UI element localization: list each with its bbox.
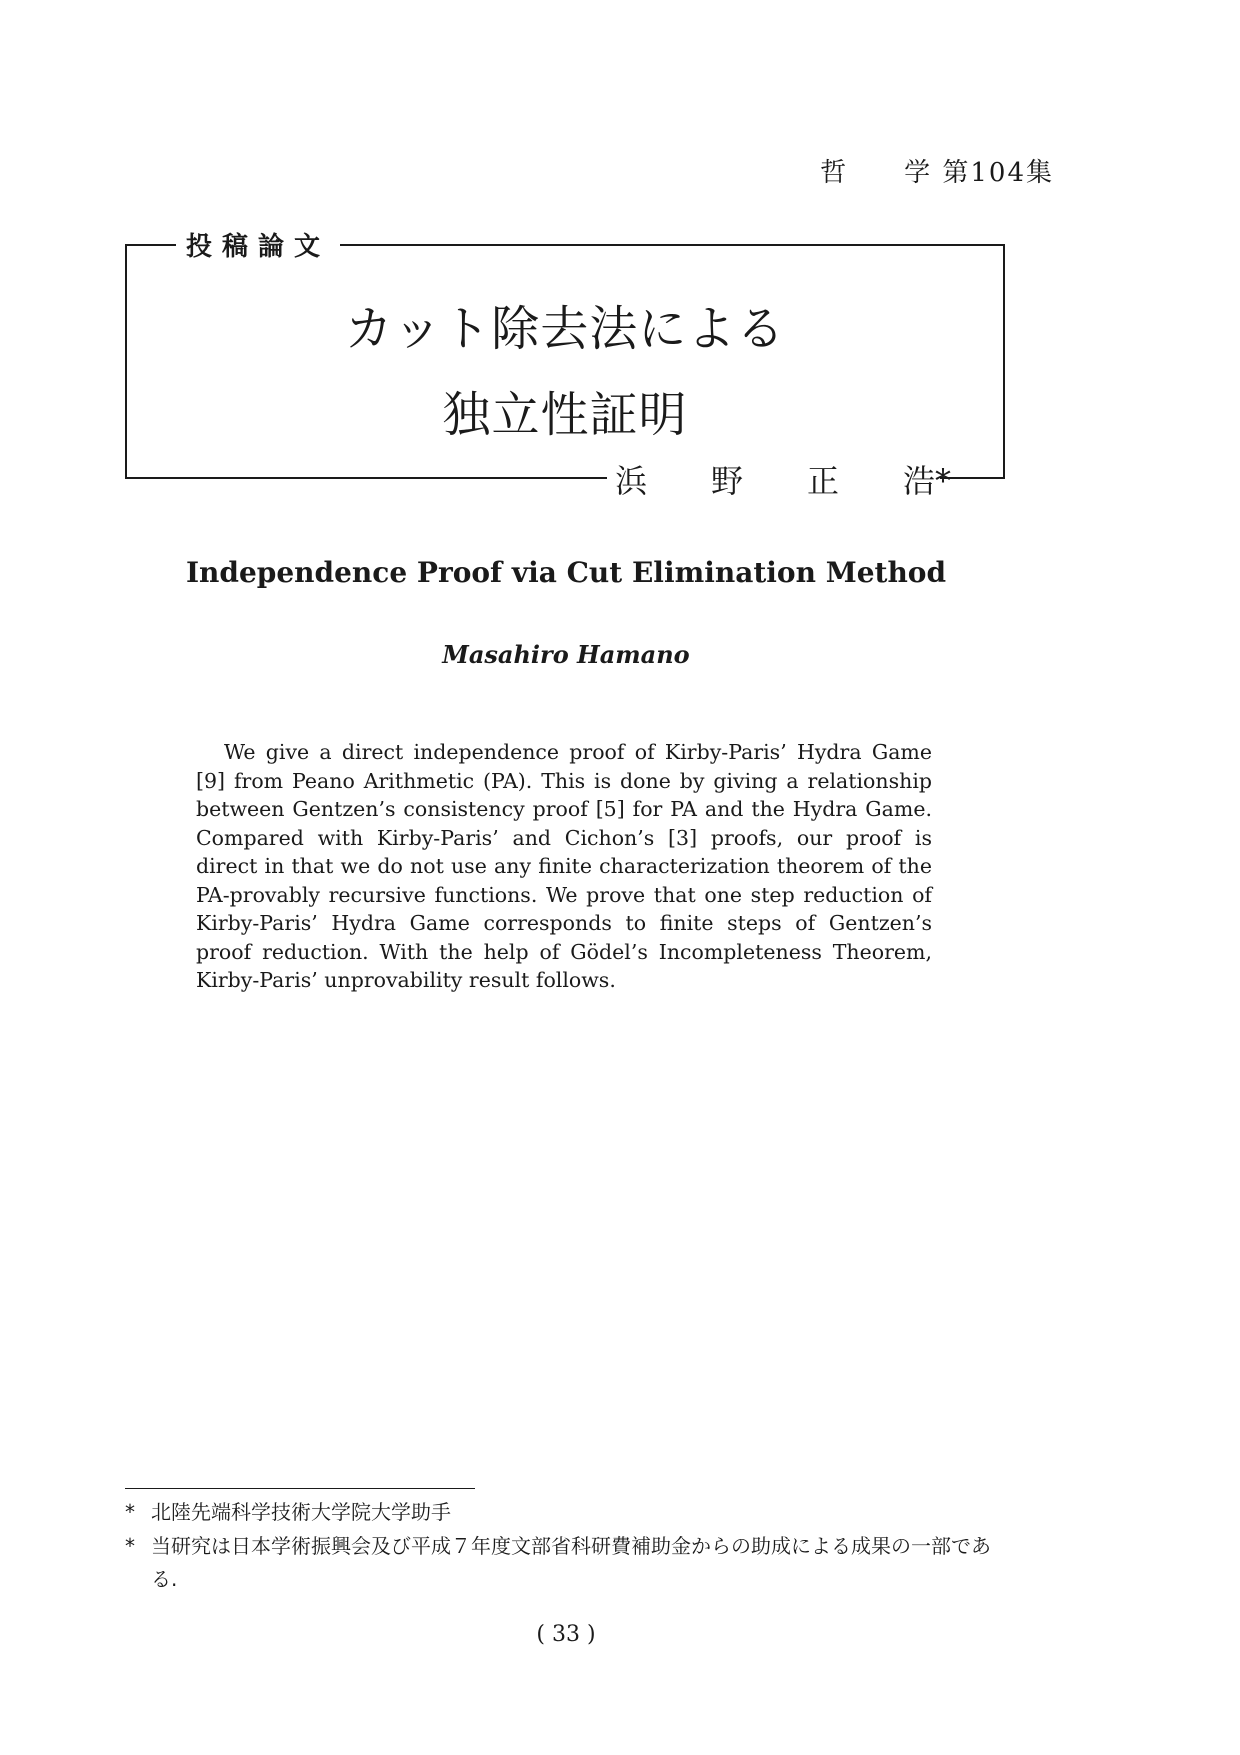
abstract: We give a direct independence proof of Kirby-Paris’ Hydra Game [9] from Peano Arithmetic (PA). This is done by giving a relationship between Gentzen’s consistency proof [5] for PA and the Hydra Game. Compared with Kirby-Paris’ and Cichon’s [3] proofs, our proof is direct in that we do not use any finite characterization theorem of the PA-provably recursive functions. We prove that one step reduction of Kirby-Paris’ Hydra Game corresponds to finite steps of Gentzen’s proof reduction. With the help of Gödel’s Incompleteness Theorem, Kirby-Paris’ unprovability result follows. (196, 740, 932, 992)
footnote-funding (125, 1530, 1025, 1596)
japanese-author: 浜 野 正 浩* (607, 456, 940, 502)
category-label: 投稿論文 (176, 226, 340, 263)
footnote-mark: * (125, 1534, 135, 1558)
japanese-title-line-2: 独立性証明 (442, 387, 688, 443)
footnote-affiliation (125, 1496, 1025, 1529)
footnote-mark: * (125, 1500, 135, 1524)
page-number: ( 33 ) (536, 1622, 596, 1647)
english-author: Masahiro Hamano (442, 640, 690, 669)
japanese-title-line-1: カット除去法による (344, 301, 786, 357)
journal-header: 哲 学 第104集 (820, 158, 1054, 188)
english-title: Independence Proof via Cut Elimination Method (185, 556, 947, 589)
title-frame-bottom-rule-left (125, 477, 607, 479)
footnote-text: 当研究は日本学術振興会及び平成７年度文部省科研費補助金からの助成による成果の一部である. (151, 1534, 991, 1591)
footnote-rule (125, 1488, 475, 1489)
footnote-text: 北陸先端科学技術大学院大学助手 (151, 1500, 451, 1524)
